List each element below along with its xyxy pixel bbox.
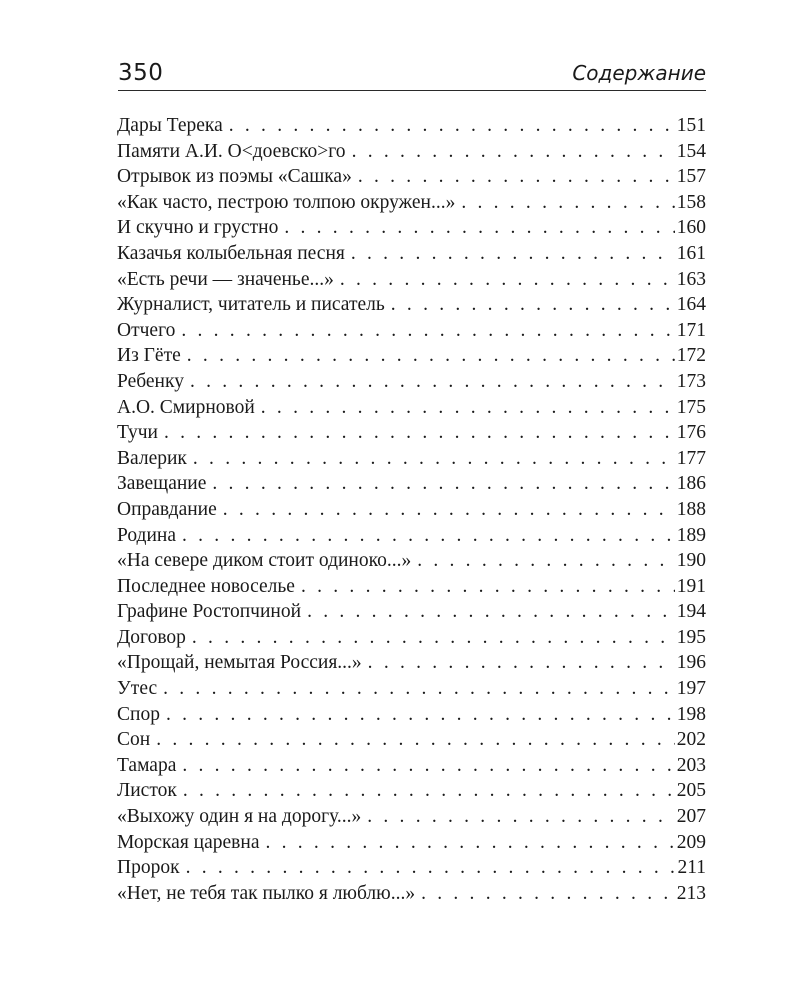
toc-entry-page: 209 [676, 831, 706, 853]
toc-entry-page: 160 [676, 217, 706, 239]
toc-entry [117, 727, 706, 753]
toc-entry-page: 186 [676, 473, 706, 495]
toc-entry-page: 202 [676, 729, 706, 751]
dot-leader [193, 446, 675, 472]
dot-leader [186, 855, 676, 881]
toc-entry-title: «Нет, не тебя так пылко я люблю...» [117, 882, 416, 904]
toc-entry-title: Отчего [117, 319, 176, 341]
running-title: Содержание [572, 61, 706, 85]
toc-entry [117, 318, 706, 344]
toc-entry-title: Из Гёте [117, 345, 181, 367]
dot-leader [183, 778, 675, 804]
toc-entry-page: 191 [676, 575, 706, 597]
toc-entry [117, 676, 706, 702]
toc-entry [117, 471, 706, 497]
dot-leader [223, 497, 675, 523]
dot-leader [417, 548, 675, 574]
toc-entry-title: «Выхожу один я на дорогу...» [117, 806, 362, 828]
toc-entry [117, 420, 706, 446]
toc-entry-title: Отрывок из поэмы «Сашка» [117, 166, 352, 188]
toc-entry-page: 190 [676, 550, 706, 572]
toc-entry [117, 292, 706, 318]
toc-entry-title: Памяти А.И. О<доевско>го [117, 140, 346, 162]
page-header [118, 58, 706, 91]
toc-entry-page: 189 [676, 524, 706, 546]
toc-entry-page: 176 [676, 422, 706, 444]
dot-leader [192, 625, 675, 651]
dot-leader [340, 267, 675, 293]
toc-entry-page: 188 [676, 498, 706, 520]
toc-entry-title: Пророк [117, 857, 180, 879]
toc-entry [117, 164, 706, 190]
dot-leader [368, 650, 675, 676]
dot-leader [391, 292, 675, 318]
toc-entry-page: 158 [676, 191, 706, 213]
toc-entry-title: Тамара [117, 754, 177, 776]
toc-entry-title: Тучи [117, 422, 158, 444]
toc-entry-page: 207 [676, 806, 706, 828]
dot-leader [182, 523, 675, 549]
toc-entry [117, 241, 706, 267]
toc-entry-title: Оправдание [117, 498, 217, 520]
toc-entry [117, 650, 706, 676]
toc-entry-title: «Прощай, немытая Россия...» [117, 652, 362, 674]
dot-leader [307, 599, 675, 625]
toc-entry-title: Родина [117, 524, 176, 546]
toc-entry [117, 574, 706, 600]
dot-leader [156, 727, 675, 753]
toc-entry [117, 855, 706, 881]
dot-leader [284, 215, 674, 241]
toc-entry [117, 497, 706, 523]
toc-entry [117, 190, 706, 216]
toc-entry [117, 599, 706, 625]
toc-entry-page: 213 [676, 882, 706, 904]
dot-leader [352, 139, 675, 165]
toc-entry [117, 139, 706, 165]
toc-entry-title: Договор [117, 626, 186, 648]
toc-entry-page: 151 [676, 115, 706, 136]
toc-entry [117, 548, 706, 574]
toc-entry [117, 113, 706, 139]
toc-entry [117, 446, 706, 472]
dot-leader [163, 676, 675, 702]
toc-entry-page: 171 [676, 319, 706, 341]
toc-entry [117, 343, 706, 369]
toc-entry-page: 172 [676, 345, 706, 367]
toc-entry-title: А.О. Смирновой [117, 396, 255, 418]
dot-leader [367, 804, 675, 830]
toc-entry-title: Морская царевна [117, 831, 260, 853]
dot-leader [212, 471, 674, 497]
toc-entry-page: 205 [676, 780, 706, 802]
dot-leader [358, 164, 675, 190]
toc-entry [117, 395, 706, 421]
dot-leader [182, 753, 674, 779]
dot-leader [301, 574, 675, 600]
toc-entry-title: Листок [117, 780, 177, 802]
toc-entry-page: 211 [677, 857, 706, 879]
toc-entry-page: 197 [676, 678, 706, 700]
toc-entry [117, 523, 706, 549]
toc-entry-page: 195 [676, 626, 706, 648]
dot-leader [164, 420, 675, 446]
dot-leader [351, 241, 675, 267]
toc-entry-title: Сон [117, 729, 151, 751]
toc-entry-page: 196 [676, 652, 706, 674]
toc-entry [117, 881, 706, 907]
toc-entry-title: Дары Терека [117, 115, 223, 136]
dot-leader [229, 113, 675, 139]
dot-leader [261, 395, 675, 421]
toc-entry-title: Журналист, читатель и писатель [117, 294, 385, 316]
toc-entry-page: 161 [676, 242, 706, 264]
dot-leader [265, 830, 674, 856]
toc-entry [117, 369, 706, 395]
toc-entry-page: 173 [676, 370, 706, 392]
toc-entry-page: 177 [676, 447, 706, 469]
dot-leader [190, 369, 675, 395]
page-number: 350 [118, 60, 164, 86]
toc-entry-page: 154 [676, 140, 706, 162]
toc-entry-title: И скучно и грустно [117, 217, 279, 239]
toc-entry [117, 267, 706, 293]
toc-entry-title: Спор [117, 703, 160, 725]
dot-leader [461, 190, 674, 216]
toc-entry-title: Завещание [117, 473, 207, 495]
toc-entry-page: 194 [676, 601, 706, 623]
toc-entry-title: Казачья колыбельная песня [117, 242, 345, 264]
toc-entry-title: Ребенку [117, 370, 184, 392]
toc-entry-title: Графине Ростопчиной [117, 601, 302, 623]
toc-entry-title: Последнее новоселье [117, 575, 295, 597]
toc-entry [117, 753, 706, 779]
toc-entry [117, 804, 706, 830]
toc-entry-page: 198 [676, 703, 706, 725]
dot-leader [421, 881, 675, 907]
table-of-contents [117, 113, 706, 906]
toc-entry [117, 830, 706, 856]
toc-entry [117, 702, 706, 728]
dot-leader [187, 343, 675, 369]
toc-entry-title: «На севере диком стоит одиноко...» [117, 550, 412, 572]
toc-entry-title: «Есть речи — значенье...» [117, 268, 334, 290]
toc-entry-title: Утес [117, 678, 158, 700]
toc-entry [117, 215, 706, 241]
toc-entry [117, 625, 706, 651]
toc-entry [117, 778, 706, 804]
toc-entry-page: 157 [676, 166, 706, 188]
toc-entry-page: 203 [676, 754, 706, 776]
toc-entry-title: Валерик [117, 447, 187, 469]
toc-entry-page: 164 [676, 294, 706, 316]
toc-entry-title: «Как часто, пестрою толпою окружен...» [117, 191, 456, 213]
toc-entry-page: 163 [676, 268, 706, 290]
dot-leader [166, 702, 675, 728]
toc-entry-page: 175 [676, 396, 706, 418]
dot-leader [181, 318, 674, 344]
